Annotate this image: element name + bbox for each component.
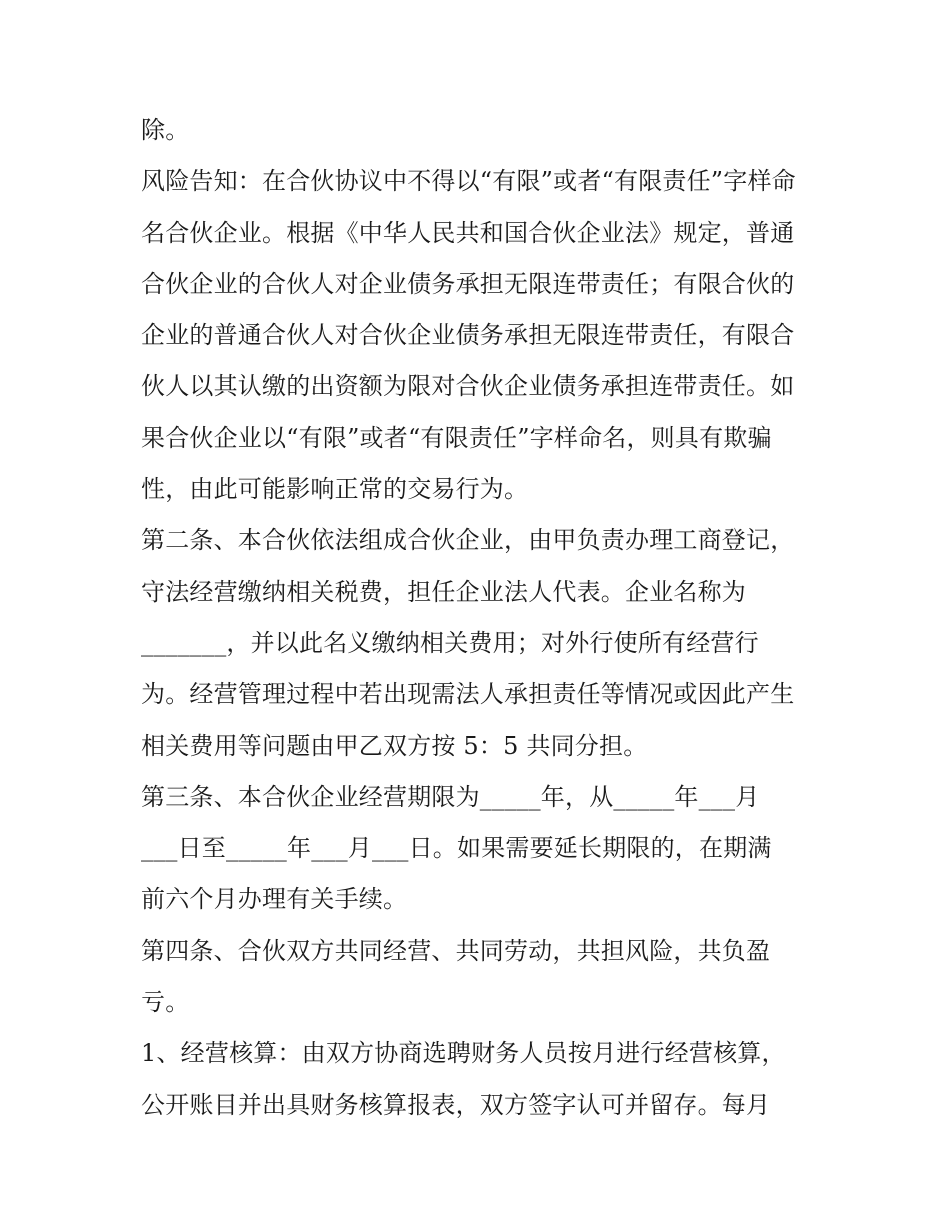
text-line-19: 1、经营核算：由双方协商选聘财务人员按月进行经营核算， <box>141 1039 786 1068</box>
text-line-7: 果合伙企业以“有限”或者“有限责任”字样命名，则具有欺骗 <box>141 423 772 452</box>
text-line-4: 合伙企业的合伙人对企业债务承担无限连带责任；有限合伙的 <box>141 269 795 298</box>
text-line-20: 公开账目并出具财务核算报表，双方签字认可并留存。每月 <box>141 1090 771 1119</box>
text-line-1: 除。 <box>141 116 190 144</box>
text-line-3: 名合伙企业。根据《中华人民共和国合伙企业法》规定，普通 <box>141 218 795 247</box>
text-line-8: 性，由此可能影响正常的交易行为。 <box>141 475 529 504</box>
text-line-12: 为。经营管理过程中若出现需法人承担责任等情况或因此产生 <box>141 680 795 709</box>
document-body <box>141 105 821 1131</box>
text-line-6: 伙人以其认缴的出资额为限对合伙企业债务承担连带责任。如 <box>141 372 795 401</box>
text-line-16: 前六个月办理有关手续。 <box>141 885 408 914</box>
text-line-14: 第三条、本合伙企业经营期限为_____年，从_____年___月 <box>141 782 760 811</box>
text-line-10: 守法经营缴纳相关税费，担任企业法人代表。企业名称为 <box>141 577 746 606</box>
text-line-17: 第四条、合伙双方共同经营、共同劳动，共担风险，共负盈 <box>141 936 771 965</box>
text-line-9: 第二条、本合伙依法组成合伙企业，由甲负责办理工商登记， <box>141 526 795 555</box>
text-line-13: 相关费用等问题由甲乙双方按 5：5 共同分担。 <box>141 731 648 760</box>
text-line-11: _______，并以此名义缴纳相关费用；对外行使所有经营行 <box>141 628 759 657</box>
text-line-5: 企业的普通合伙人对合伙企业债务承担无限连带责任，有限合 <box>141 321 795 350</box>
text-line-18: 亏。 <box>141 988 190 1017</box>
text-line-2: 风险告知：在合伙协议中不得以“有限”或者“有限责任”字样命 <box>141 167 796 196</box>
text-line-15: ___日至_____年___月___日。如果需要延长期限的，在期满 <box>141 834 772 863</box>
